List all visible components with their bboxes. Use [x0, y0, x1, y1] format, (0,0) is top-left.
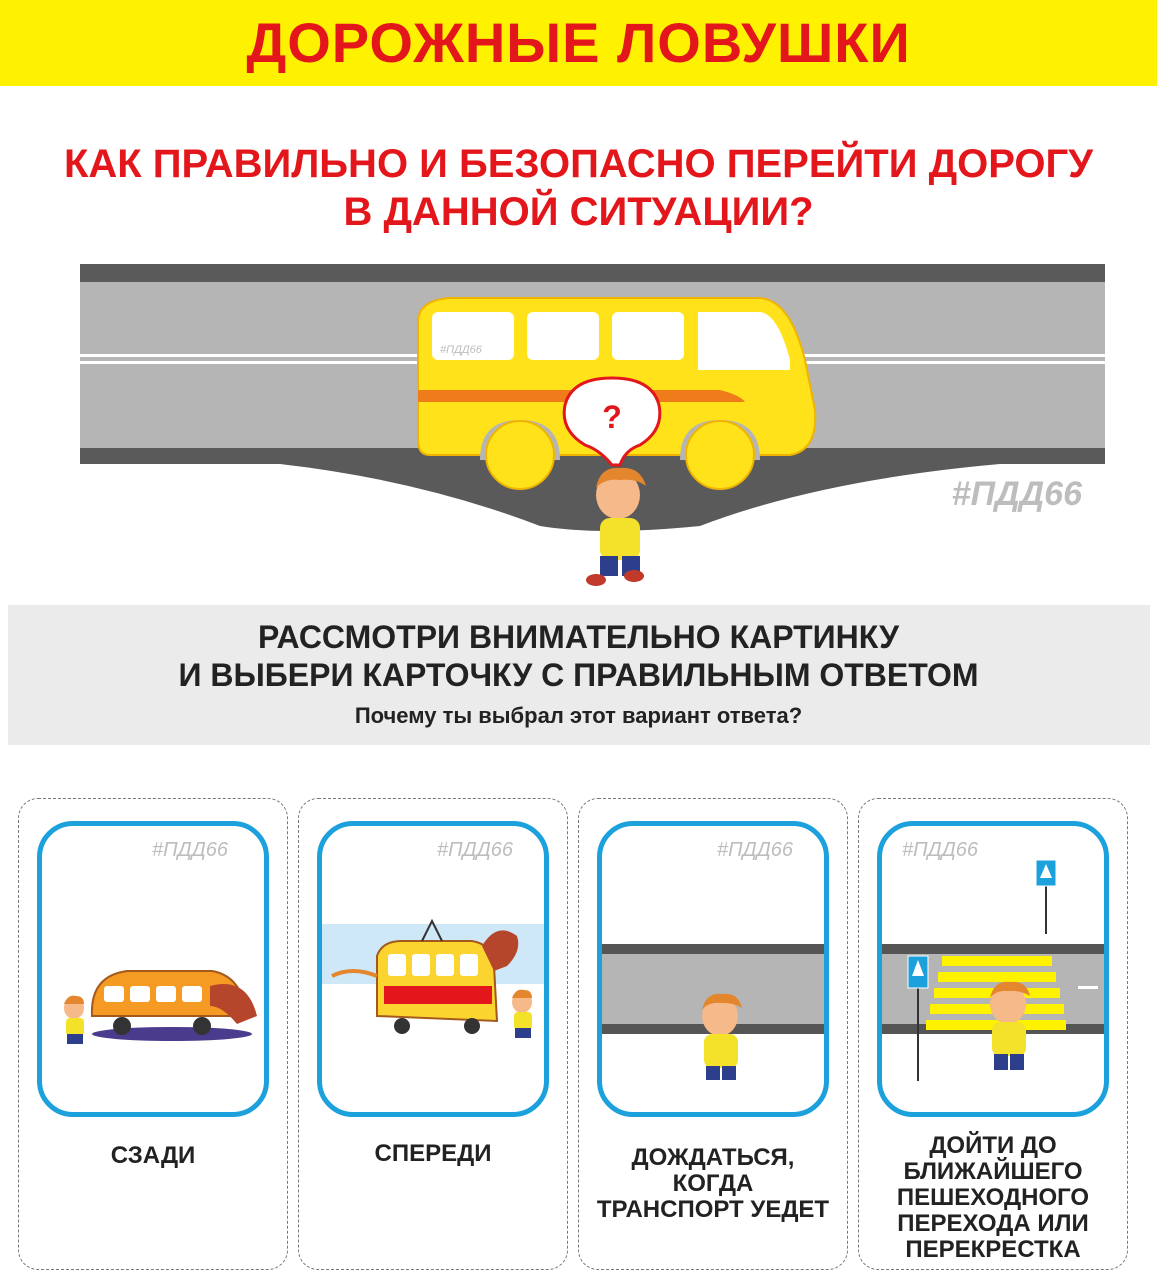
- card-label-line: СЗАДИ: [110, 1142, 196, 1169]
- card-label: [307, 1141, 559, 1167]
- answer-card-crossing[interactable]: [858, 798, 1128, 1270]
- card-label-line: ПЕШЕХОДНОГО: [896, 1184, 1090, 1211]
- answer-card-wait[interactable]: [578, 798, 848, 1270]
- card-watermark: #ПДД66: [902, 839, 979, 861]
- card-label-line: ДОЖДАТЬСЯ,: [631, 1144, 795, 1171]
- bus-bull-illustration: [42, 826, 264, 1112]
- card-image-frame: [37, 821, 269, 1117]
- empty-road-illustration: [602, 826, 824, 1112]
- bubble-question-mark: ?: [602, 399, 622, 435]
- bus-watermark: #ПДД66: [440, 344, 482, 356]
- card-image-frame: [597, 821, 829, 1117]
- question-line-1: КАК ПРАВИЛЬНО И БЕЗОПАСНО ПЕРЕЙТИ ДОРОГУ: [63, 142, 1094, 186]
- card-label-line: ДОЙТИ ДО: [929, 1132, 1057, 1159]
- instruction-heading: [0, 618, 1157, 694]
- card-label-line: ПЕРЕКРЕСТКА: [905, 1236, 1081, 1263]
- card-image-frame: [317, 821, 549, 1117]
- road-scene-illustration: [0, 250, 1157, 600]
- card-label: [867, 1133, 1119, 1263]
- card-watermark: #ПДД66: [152, 839, 229, 861]
- card-label-line: СПЕРЕДИ: [374, 1140, 492, 1167]
- card-image-frame: [877, 821, 1109, 1117]
- question-heading: [0, 140, 1157, 236]
- road-far-edge: [80, 264, 1105, 282]
- tram-horse-illustration: [322, 826, 544, 1112]
- answer-card-front[interactable]: [298, 798, 568, 1270]
- card-label-line: ТРАНСПОРТ УЕДЕТ: [596, 1196, 830, 1223]
- card-label-line: КОГДА: [672, 1170, 754, 1197]
- card-label-line: ПЕРЕХОДА ИЛИ: [897, 1210, 1089, 1237]
- card-watermark: #ПДД66: [437, 839, 514, 861]
- page-title: ДОРОЖНЫЕ ЛОВУШКИ: [246, 11, 911, 74]
- crosswalk-illustration: [882, 826, 1104, 1112]
- instruction-line-1: РАССМОТРИ ВНИМАТЕЛЬНО КАРТИНКУ: [257, 619, 900, 655]
- question-line-2: В ДАННОЙ СИТУАЦИИ?: [343, 190, 814, 234]
- instruction-subtext: Почему ты выбрал этот вариант ответа?: [354, 703, 803, 728]
- scene-watermark: #ПДД66: [951, 475, 1082, 513]
- card-label: [587, 1145, 839, 1223]
- instruction-line-2: И ВЫБЕРИ КАРТОЧКУ С ПРАВИЛЬНЫМ ОТВЕТОМ: [178, 657, 979, 693]
- card-label: [27, 1143, 279, 1169]
- answer-card-behind[interactable]: [18, 798, 288, 1270]
- card-watermark: #ПДД66: [717, 839, 794, 861]
- card-label-line: БЛИЖАЙШЕГО: [903, 1158, 1083, 1185]
